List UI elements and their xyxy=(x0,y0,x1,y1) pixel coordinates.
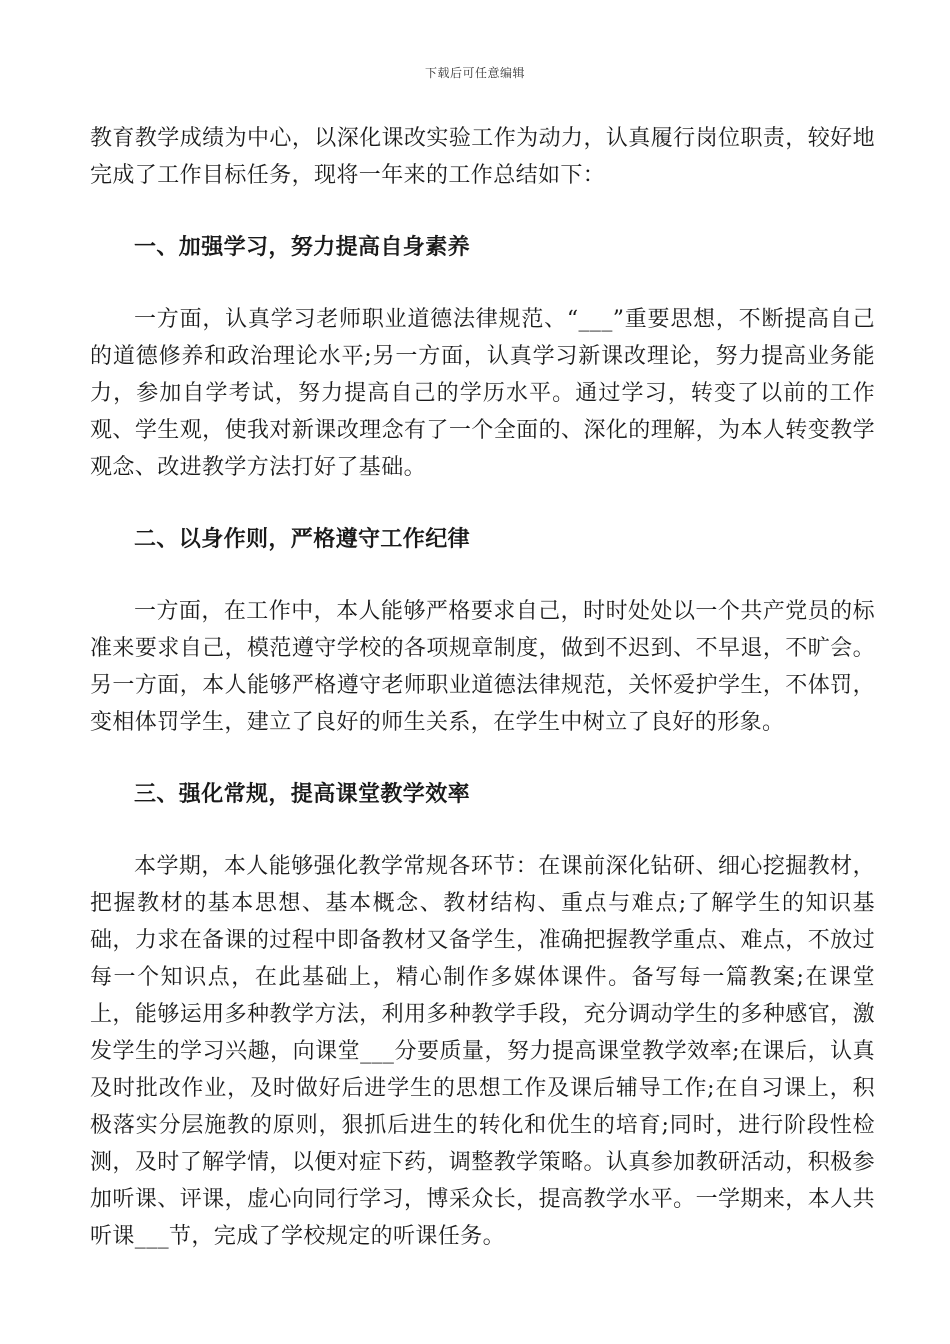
section-3-paragraph: 本学期，本人能够强化教学常规各环节：在课前深化钻研、细心挖掘教材，把握教材的基本思想、基本概念、教材结构、重点与难点;了解学生的知识基础，力求在备课的过程中即备教材又备学生，准确把握教学重点、难点，不放过每一个知识点，在此基础上，精心制作多媒体课件。备写每一篇教案;在课堂上，能够运用多种教学方法，利用多种教学手段，充分调动学生的多种感官，激发学生的学习兴趣，向课堂___分要质量，努力提高课堂教学效率;在课后，认真及时批改作业，及时做好后进学生的思想工作及课后辅导工作;在自习课上，积极落实分层施教的原则，狠抓后进生的转化和优生的培育;同时，进行阶段性检测，及时了解学情，以便对症下药，调整教学策略。认真参加教研活动，积极参加听课、评课，虚心向同行学习，博采众长，提高教学水平。一学期来，本人共听课___节，完成了学校规定的听课任务。 xyxy=(90,854,875,1249)
section-2-paragraph: 一方面，在工作中，本人能够严格要求自己，时时处处以一个共产党员的标准来要求自己，模范遵守学校的各项规章制度，做到不迟到、不早退，不旷会。另一方面，本人能够严格遵守老师职业道德法律规范，关怀爱护学生，不体罚，变相体罚学生，建立了良好的师生关系，在学生中树立了良好的形象。 xyxy=(90,599,875,735)
section-2-heading: 二、以身作则，严格遵守工作纪律 xyxy=(134,526,471,552)
section-1-heading: 一、加强学习，努力提高自身素养 xyxy=(134,234,471,260)
section-3-heading: 三、强化常规，提高课堂教学效率 xyxy=(134,781,471,807)
intro-paragraph: 教育教学成绩为中心，以深化课改实验工作为动力，认真履行岗位职责，较好地完成了工作目标任务，现将一年来的工作总结如下： xyxy=(90,126,875,188)
document-body xyxy=(90,120,875,1255)
page-header-note: 下载后可任意编辑 xyxy=(424,66,525,80)
section-1-paragraph: 一方面，认真学习老师职业道德法律规范、“___”重要思想，不断提高自己的道德修养和政治理论水平;另一方面，认真学习新课改理论，努力提高业务能力，参加自学考试，努力提高自己的学历水平。通过学习，转变了以前的工作观、学生观，使我对新课改理念有了一个全面的、深化的理解，为本人转变教学观念、改进教学方法打好了基础。 xyxy=(90,307,875,480)
